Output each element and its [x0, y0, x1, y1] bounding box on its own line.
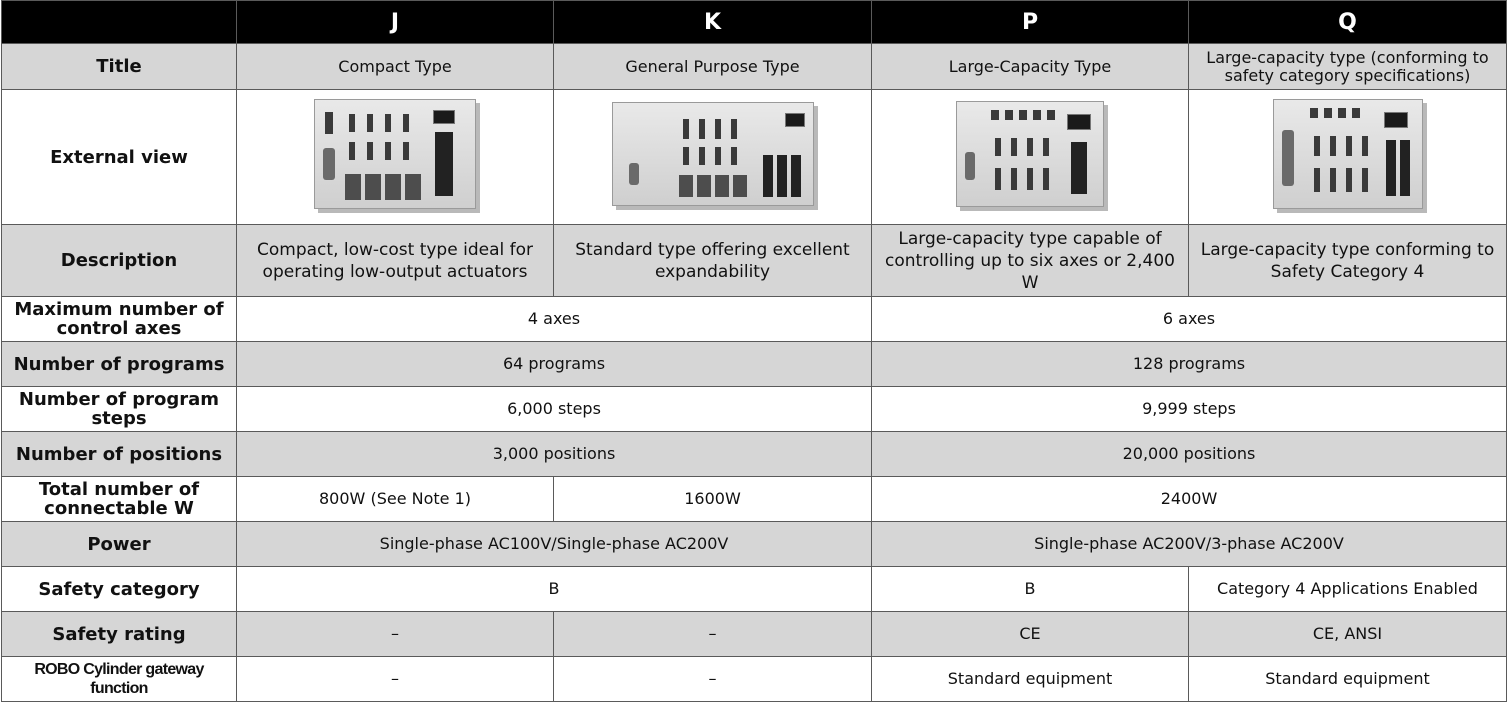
- power-jk: Single-phase AC100V/Single-phase AC200V: [237, 522, 872, 567]
- row-label-positions: Number of positions: [2, 432, 237, 477]
- header-row: [2, 1, 1507, 44]
- positions-jk: 3,000 positions: [237, 432, 872, 477]
- title-k: General Purpose Type: [554, 44, 872, 90]
- row-gateway: [2, 657, 1507, 702]
- column-header-q: Q: [1189, 1, 1507, 44]
- connectable-w-pq: 2400W: [872, 477, 1507, 522]
- row-connectable-w: [2, 477, 1507, 522]
- safety-rating-j: –: [237, 612, 554, 657]
- controller-j-image: [314, 99, 476, 209]
- title-p: Large-Capacity Type: [872, 44, 1189, 90]
- row-max-axes: [2, 297, 1507, 342]
- power-pq: Single-phase AC200V/3-phase AC200V: [872, 522, 1507, 567]
- safety-category-q: Category 4 Applications Enabled: [1189, 567, 1507, 612]
- column-header-p: P: [872, 1, 1189, 44]
- connectable-w-k: 1600W: [554, 477, 872, 522]
- row-label-max-axes: Maximum number of control axes: [2, 297, 237, 342]
- column-header-k: K: [554, 1, 872, 44]
- program-steps-jk: 6,000 steps: [237, 387, 872, 432]
- description-q: Large-capacity type conforming to Safety Category 4: [1189, 225, 1507, 297]
- row-positions: [2, 432, 1507, 477]
- programs-pq: 128 programs: [872, 342, 1507, 387]
- row-label-title: Title: [2, 44, 237, 90]
- gateway-k: –: [554, 657, 872, 702]
- external-view-j: [237, 90, 554, 225]
- row-description: [2, 225, 1507, 297]
- external-view-k: [554, 90, 872, 225]
- header-corner: [2, 1, 237, 44]
- row-label-program-steps: Number of program steps: [2, 387, 237, 432]
- row-title: [2, 44, 1507, 90]
- row-label-power: Power: [2, 522, 237, 567]
- program-steps-pq: 9,999 steps: [872, 387, 1507, 432]
- title-q: Large-capacity type (conforming to safety category specifications): [1189, 44, 1507, 90]
- controller-k-image: [612, 102, 814, 206]
- row-program-steps: [2, 387, 1507, 432]
- safety-category-jk: B: [237, 567, 872, 612]
- title-j: Compact Type: [237, 44, 554, 90]
- max-axes-pq: 6 axes: [872, 297, 1507, 342]
- controller-p-image: [956, 101, 1104, 207]
- positions-pq: 20,000 positions: [872, 432, 1507, 477]
- row-label-gateway: ROBO Cylinder gateway function: [2, 657, 237, 702]
- row-label-external-view: External view: [2, 90, 237, 225]
- external-view-q: [1189, 90, 1507, 225]
- safety-rating-q: CE, ANSI: [1189, 612, 1507, 657]
- gateway-j: –: [237, 657, 554, 702]
- max-axes-jk: 4 axes: [237, 297, 872, 342]
- row-label-programs: Number of programs: [2, 342, 237, 387]
- gateway-p: Standard equipment: [872, 657, 1189, 702]
- safety-rating-p: CE: [872, 612, 1189, 657]
- description-p: Large-capacity type capable of controlling up to six axes or 2,400 W: [872, 225, 1189, 297]
- gateway-q: Standard equipment: [1189, 657, 1507, 702]
- controller-q-image: [1273, 99, 1423, 209]
- row-programs: [2, 342, 1507, 387]
- safety-rating-k: –: [554, 612, 872, 657]
- row-label-connectable-w: Total number of connectable W: [2, 477, 237, 522]
- programs-jk: 64 programs: [237, 342, 872, 387]
- row-label-safety-rating: Safety rating: [2, 612, 237, 657]
- description-k: Standard type offering excellent expandability: [554, 225, 872, 297]
- row-safety-category: [2, 567, 1507, 612]
- description-j: Compact, low-cost type ideal for operating low-output actuators: [237, 225, 554, 297]
- connectable-w-j: 800W (See Note 1): [237, 477, 554, 522]
- controller-spec-table: [1, 0, 1507, 702]
- row-label-safety-category: Safety category: [2, 567, 237, 612]
- row-power: [2, 522, 1507, 567]
- row-label-description: Description: [2, 225, 237, 297]
- external-view-p: [872, 90, 1189, 225]
- column-header-j: J: [237, 1, 554, 44]
- safety-category-p: B: [872, 567, 1189, 612]
- row-external-view: [2, 90, 1507, 225]
- row-safety-rating: [2, 612, 1507, 657]
